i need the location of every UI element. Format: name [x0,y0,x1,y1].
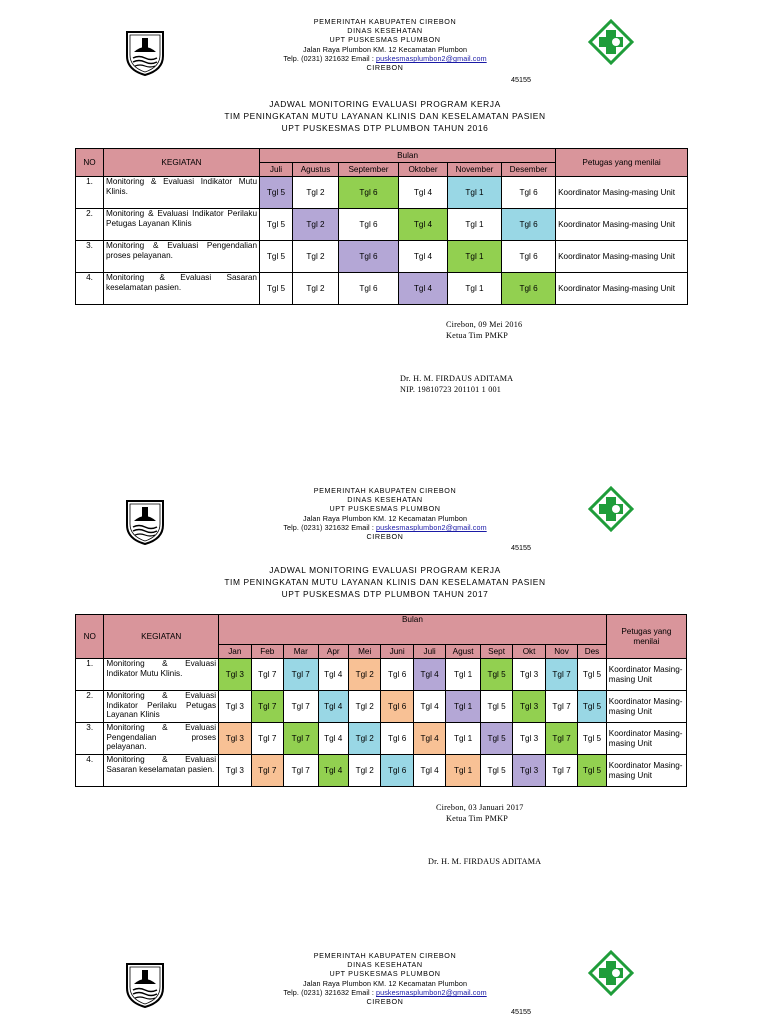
schedule-cell: Tgl 6 [381,723,413,755]
month-header: Mar [284,645,319,659]
month-header: Des [578,645,606,659]
kop-address: Jalan Raya Plumbon KM. 12 Kecamatan Plumbon [302,514,468,523]
row-petugas: Koordinator Masing-masing Unit [606,723,686,755]
title-2016-line1: JADWAL MONITORING EVALUASI PROGRAM KERJA [269,99,501,109]
header-petugas: Petugas yang menilai [606,615,686,659]
schedule-cell: Tgl 4 [399,273,448,305]
schedule-cell: Tgl 1 [446,659,481,691]
kop-phone: Telp. (0231) 321632 Email : [283,523,377,532]
schedule-cell: Tgl 3 [219,691,251,723]
schedule-cell: Tgl 5 [480,723,512,755]
kop-postal: 45155 [511,543,531,552]
schedule-cell: Tgl 3 [513,755,545,787]
month-header: Jan [219,645,251,659]
schedule-cell: Tgl 6 [502,273,556,305]
row-number: 4. [76,273,104,305]
row-kegiatan: Monitoring & Evaluasi Indikator Mutu Klinis. [104,659,219,691]
kop-phone: Telp. (0231) 321632 Email : [283,988,377,997]
table-2017-header-row [76,615,687,645]
kop-city: CIREBON [366,997,404,1006]
schedule-table-2016 [75,148,688,305]
title-2016-line3: UPT PUSKESMAS DTP PLUMBON TAHUN 2016 [281,123,489,133]
schedule-cell: Tgl 7 [251,723,283,755]
row-number: 3. [76,723,104,755]
kop-address: Jalan Raya Plumbon KM. 12 Kecamatan Plumbon [302,979,468,988]
title-2016-line2: TIM PENINGKATAN MUTU LAYANAN KLINIS DAN KESELAMATAN PASIEN [224,111,546,121]
kop-unit: UPT PUSKESMAS PLUMBON [329,969,441,978]
schedule-cell: Tgl 7 [545,691,577,723]
row-number: 3. [76,241,104,273]
schedule-cell: Tgl 7 [251,691,283,723]
schedule-cell: Tgl 4 [318,659,348,691]
schedule-cell: Tgl 1 [446,691,481,723]
row-petugas: Koordinator Masing-masing Unit [556,209,688,241]
table-row [76,273,688,305]
row-kegiatan: Monitoring & Evaluasi Indikator Mutu Klinis. [104,177,260,209]
schedule-cell: Tgl 3 [219,659,251,691]
kop-city: CIREBON [366,532,404,541]
schedule-cell: Tgl 5 [578,691,606,723]
schedule-cell: Tgl 5 [480,755,512,787]
schedule-cell: Tgl 1 [446,723,481,755]
signature-2016-name: Dr. H. M. FIRDAUS ADITAMA [400,374,514,383]
header-no: NO [76,615,104,659]
signature-2016-nip: NIP. 19810723 201101 1 001 [400,385,502,394]
row-number: 2. [76,209,104,241]
schedule-cell: Tgl 4 [399,241,448,273]
schedule-cell: Tgl 7 [284,755,319,787]
month-header: Agustus [293,163,339,177]
kop-gov: PEMERINTAH KABUPATEN CIREBON [313,951,457,960]
table-row [76,659,687,691]
schedule-cell: Tgl 5 [260,209,293,241]
schedule-cell: Tgl 6 [339,273,399,305]
month-header: Juli [260,163,293,177]
schedule-cell: Tgl 6 [381,755,413,787]
schedule-cell: Tgl 4 [413,659,445,691]
cirebon-emblem-icon [124,28,166,76]
puskesmas-cross-icon [588,950,634,996]
kop-email-link[interactable]: puskesmasplumbon2@gmail.com [376,523,487,532]
signature-2016-place-date: Cirebon, 09 Mei 2016 [446,320,523,329]
kop-dept: DINAS KESEHATAN [347,26,423,35]
kop-city: CIREBON [366,63,404,72]
row-petugas: Koordinator Masing-masing Unit [606,659,686,691]
schedule-cell: Tgl 1 [448,177,502,209]
schedule-cell: Tgl 4 [399,177,448,209]
kop-contact [240,54,530,63]
table-row [76,209,688,241]
schedule-cell: Tgl 7 [545,723,577,755]
header-kegiatan: KEGIATAN [104,615,219,659]
schedule-cell: Tgl 5 [260,177,293,209]
schedule-cell: Tgl 2 [348,691,380,723]
schedule-cell: Tgl 4 [413,723,445,755]
kop-unit: UPT PUSKESMAS PLUMBON [329,35,441,44]
schedule-cell: Tgl 5 [578,723,606,755]
letterhead-1 [0,14,768,94]
table-row [76,691,687,723]
schedule-cell: Tgl 7 [251,659,283,691]
month-header: Apr [318,645,348,659]
kop-postal: 45155 [511,1007,531,1016]
schedule-cell: Tgl 1 [446,755,481,787]
kop-contact [240,523,530,532]
row-number: 2. [76,691,104,723]
month-header: Juni [381,645,413,659]
month-header: Sept [480,645,512,659]
month-header: Agust [446,645,481,659]
row-petugas: Koordinator Masing-masing Unit [556,177,688,209]
schedule-cell: Tgl 5 [578,659,606,691]
schedule-cell: Tgl 5 [260,273,293,305]
schedule-cell: Tgl 2 [293,209,339,241]
month-header: November [448,163,502,177]
schedule-cell: Tgl 4 [413,755,445,787]
header-bulan: Bulan [260,149,556,163]
schedule-cell: Tgl 2 [348,723,380,755]
month-header: Oktober [399,163,448,177]
schedule-cell: Tgl 4 [318,755,348,787]
schedule-cell: Tgl 6 [339,177,399,209]
row-kegiatan: Monitoring & Evaluasi Sasaran keselamatan pasien. [104,755,219,787]
schedule-cell: Tgl 3 [513,659,545,691]
title-2017-line2: TIM PENINGKATAN MUTU LAYANAN KLINIS DAN KESELAMATAN PASIEN [224,577,546,587]
row-number: 4. [76,755,104,787]
schedule-cell: Tgl 7 [284,659,319,691]
schedule-cell: Tgl 3 [219,723,251,755]
letterhead-2 [0,483,768,563]
schedule-cell: Tgl 2 [293,273,339,305]
puskesmas-cross-icon [588,19,634,65]
schedule-cell: Tgl 2 [348,659,380,691]
table-row [76,755,687,787]
letterhead-3 [0,950,768,1030]
kop-dept: DINAS KESEHATAN [347,495,423,504]
kop-phone: Telp. (0231) 321632 Email : [283,54,377,63]
schedule-cell: Tgl 3 [513,691,545,723]
row-number: 1. [76,659,104,691]
schedule-cell: Tgl 6 [502,209,556,241]
row-petugas: Koordinator Masing-masing Unit [556,273,688,305]
header-bulan: Bulan [219,615,607,645]
schedule-cell: Tgl 1 [448,273,502,305]
row-petugas: Koordinator Masing-masing Unit [556,241,688,273]
row-kegiatan: Monitoring & Evaluasi Pengendalian proses pelayanan. [104,723,219,755]
schedule-cell: Tgl 2 [293,241,339,273]
month-header: Mei [348,645,380,659]
schedule-cell: Tgl 4 [318,691,348,723]
table-row [76,177,688,209]
month-header: September [339,163,399,177]
cirebon-emblem-icon [124,497,166,545]
month-header: Nov [545,645,577,659]
schedule-table-2017 [75,614,687,787]
header-petugas: Petugas yang menilai [556,149,688,177]
header-no: NO [76,149,104,177]
schedule-cell: Tgl 5 [578,755,606,787]
table-2016-header-row [76,149,688,163]
row-kegiatan: Monitoring & Evaluasi Pengendalian proses pelayanan. [104,241,260,273]
signature-2016-role: Ketua Tim PMKP [446,331,508,340]
signature-2017-name: Dr. H. M. FIRDAUS ADITAMA [428,857,542,866]
schedule-cell: Tgl 6 [339,241,399,273]
row-petugas: Koordinator Masing-masing Unit [606,691,686,723]
table-row [76,723,687,755]
schedule-cell: Tgl 7 [545,755,577,787]
schedule-cell: Tgl 5 [480,691,512,723]
schedule-cell: Tgl 5 [480,659,512,691]
month-header: Okt [513,645,545,659]
month-header: Feb [251,645,283,659]
kop-email-link[interactable]: puskesmasplumbon2@gmail.com [376,54,487,63]
header-kegiatan: KEGIATAN [104,149,260,177]
row-kegiatan: Monitoring & Evaluasi Sasaran keselamatan pasien. [104,273,260,305]
signature-2017-role: Ketua Tim PMKP [446,814,508,823]
row-number: 1. [76,177,104,209]
cirebon-emblem-icon [124,960,166,1008]
schedule-cell: Tgl 6 [381,691,413,723]
schedule-cell: Tgl 7 [284,723,319,755]
kop-email-link[interactable]: puskesmasplumbon2@gmail.com [376,988,487,997]
schedule-cell: Tgl 3 [513,723,545,755]
schedule-cell: Tgl 1 [448,209,502,241]
schedule-cell: Tgl 6 [502,177,556,209]
table-row [76,241,688,273]
schedule-cell: Tgl 5 [260,241,293,273]
title-2017-line1: JADWAL MONITORING EVALUASI PROGRAM KERJA [269,565,501,575]
kop-gov: PEMERINTAH KABUPATEN CIREBON [313,17,457,26]
kop-gov: PEMERINTAH KABUPATEN CIREBON [313,486,457,495]
schedule-cell: Tgl 1 [448,241,502,273]
title-2017-line3: UPT PUSKESMAS DTP PLUMBON TAHUN 2017 [281,589,489,599]
puskesmas-cross-icon [588,486,634,532]
row-kegiatan: Monitoring & Evaluasi Indikator Perilaku Petugas Layanan Klinis [104,691,219,723]
schedule-cell: Tgl 6 [502,241,556,273]
row-petugas: Koordinator Masing-masing Unit [606,755,686,787]
schedule-cell: Tgl 7 [284,691,319,723]
kop-contact [240,988,530,997]
schedule-cell: Tgl 4 [318,723,348,755]
schedule-cell: Tgl 3 [219,755,251,787]
schedule-cell: Tgl 7 [251,755,283,787]
signature-2017-place-date: Cirebon, 03 Januari 2017 [436,803,524,812]
row-kegiatan: Monitoring & Evaluasi Indikator Perilaku Petugas Layanan Klinis [104,209,260,241]
schedule-cell: Tgl 4 [413,691,445,723]
kop-address: Jalan Raya Plumbon KM. 12 Kecamatan Plumbon [302,45,468,54]
kop-unit: UPT PUSKESMAS PLUMBON [329,504,441,513]
schedule-cell: Tgl 6 [339,209,399,241]
kop-dept: DINAS KESEHATAN [347,960,423,969]
schedule-cell: Tgl 6 [381,659,413,691]
month-header: Desember [502,163,556,177]
schedule-cell: Tgl 2 [348,755,380,787]
month-header: Juli [413,645,445,659]
kop-postal: 45155 [511,75,531,84]
schedule-cell: Tgl 2 [293,177,339,209]
schedule-cell: Tgl 7 [545,659,577,691]
schedule-cell: Tgl 4 [399,209,448,241]
